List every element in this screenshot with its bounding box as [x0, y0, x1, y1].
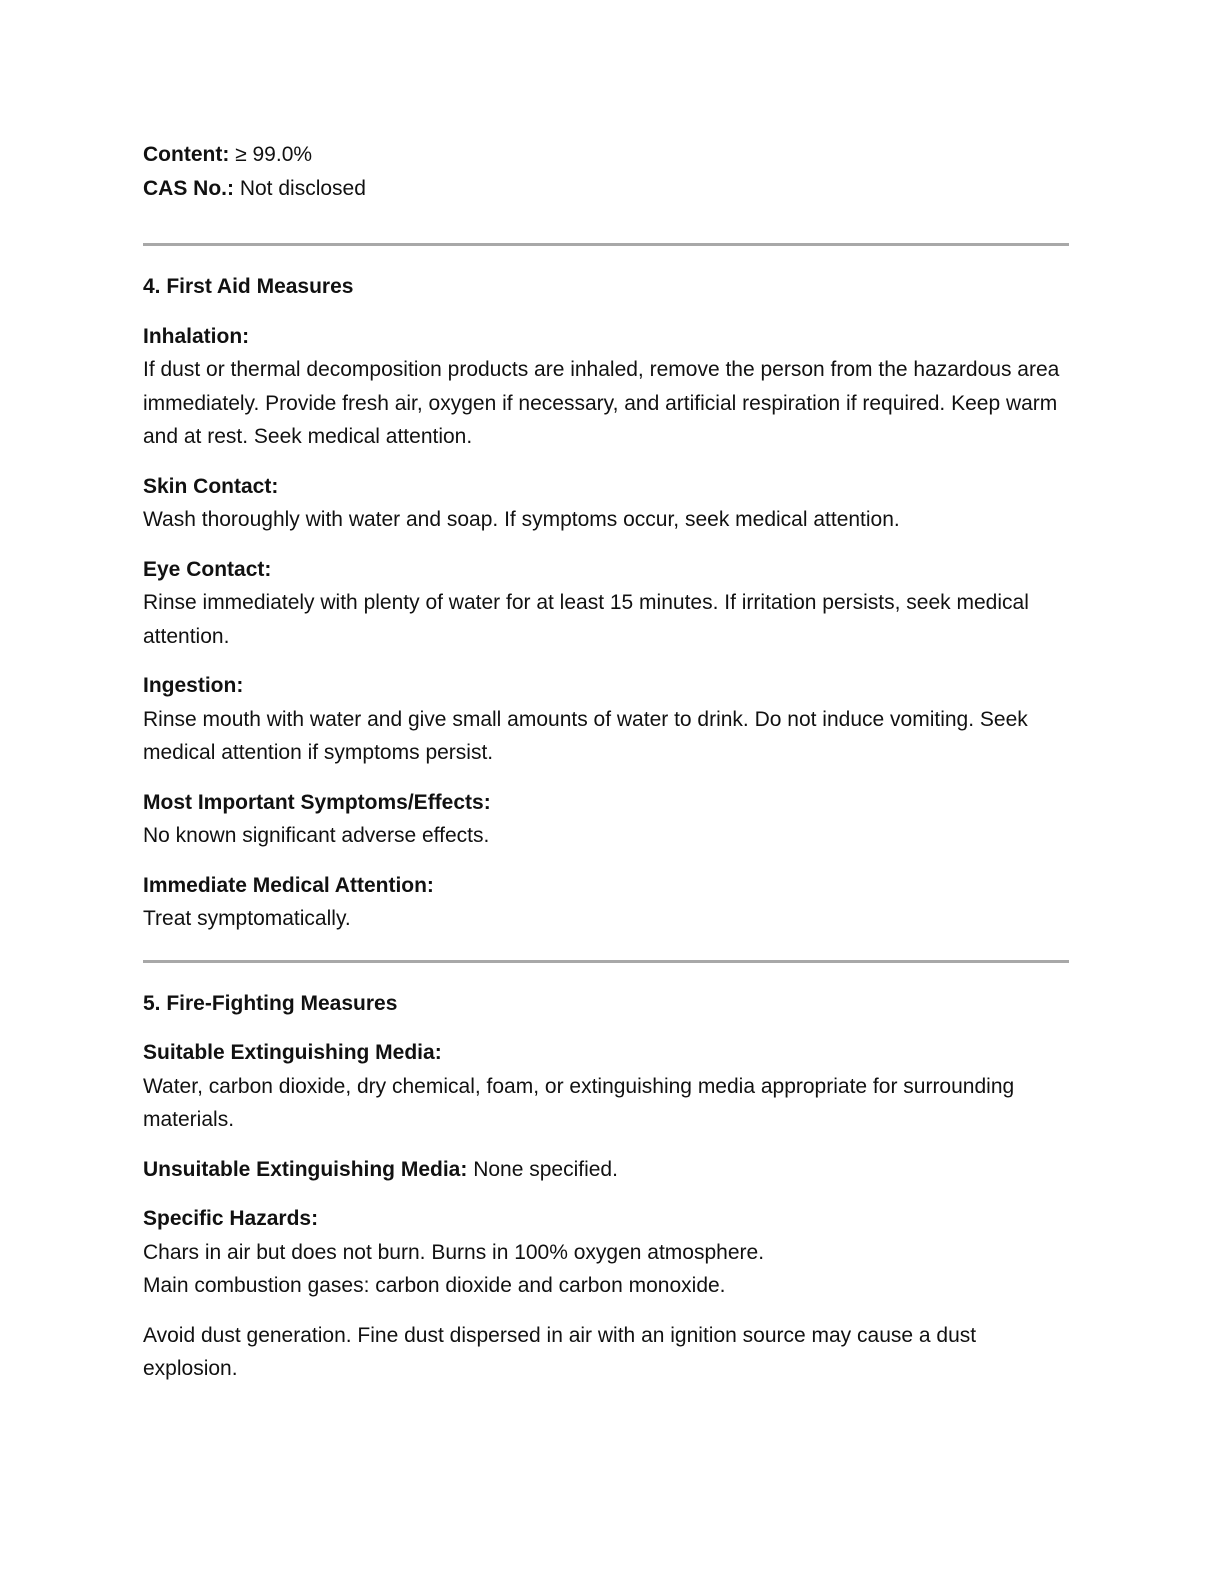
- unsuitable-media-text: None specified.: [467, 1157, 618, 1181]
- unsuitable-media-line: [143, 1153, 1069, 1187]
- dust-warning-text: Avoid dust generation. Fine dust dispersed in air with an ignition source may cause a dust explosion.: [143, 1323, 977, 1380]
- specific-hazards-block: [143, 1202, 1069, 1303]
- first-aid-heading: 4. First Aid Measures: [143, 275, 354, 298]
- composition-block: [143, 138, 1069, 205]
- suitable-media-text: Water, carbon dioxide, dry chemical, foam, or extinguishing media appropriate for surrounding materials.: [143, 1074, 1015, 1131]
- dust-warning-block: [143, 1319, 1069, 1386]
- inhalation-label: Inhalation:: [143, 324, 250, 348]
- eye-contact-label: Eye Contact:: [143, 557, 272, 581]
- unsuitable-media-label: Unsuitable Extinguishing Media:: [143, 1157, 468, 1181]
- cas-line: [143, 172, 1069, 206]
- skin-contact-block: [143, 470, 1069, 537]
- section-divider: [143, 960, 1069, 963]
- fire-fighting-heading: 5. Fire-Fighting Measures: [143, 991, 398, 1015]
- specific-hazards-line-2: Main combustion gases: carbon dioxide and carbon monoxide.: [143, 1274, 726, 1297]
- specific-hazards-line-1: Chars in air but does not burn. Burns in 100% oxygen atmosphere.: [143, 1240, 765, 1264]
- cas-label: CAS No.:: [143, 176, 234, 200]
- suitable-media-label: Suitable Extinguishing Media:: [143, 1041, 442, 1064]
- section-divider: [143, 243, 1069, 246]
- inhalation-text: If dust or thermal decomposition products are inhaled, remove the person from the hazardous area immediately. Provide fresh air, oxygen if necessary, and artificial respiration if required. Keep warm and at rest. Seek medical attention.: [143, 358, 1060, 448]
- fire-fighting-section: [143, 987, 1069, 1386]
- first-aid-section: [143, 270, 1069, 936]
- content-label: Content:: [143, 143, 230, 166]
- ingestion-block: [143, 669, 1069, 770]
- specific-hazards-label: Specific Hazards:: [143, 1207, 319, 1230]
- ingestion-label: Ingestion:: [143, 674, 244, 697]
- medical-attention-block: [143, 869, 1069, 936]
- eye-contact-block: [143, 553, 1069, 654]
- unsuitable-media-block: [143, 1153, 1069, 1187]
- cas-value: Not disclosed: [234, 176, 366, 200]
- ingestion-text: Rinse mouth with water and give small amounts of water to drink. Do not induce vomiting. Seek medical attention if symptoms persist.: [143, 707, 1028, 764]
- symptoms-label: Most Important Symptoms/Effects:: [143, 790, 491, 814]
- skin-contact-label: Skin Contact:: [143, 474, 279, 498]
- document-page: [143, 138, 1069, 1402]
- medical-attention-label: Immediate Medical Attention:: [143, 873, 434, 897]
- symptoms-text: No known significant adverse effects.: [143, 824, 490, 847]
- suitable-media-block: [143, 1036, 1069, 1137]
- inhalation-block: [143, 320, 1069, 454]
- content-value: ≥ 99.0%: [229, 143, 313, 166]
- symptoms-block: [143, 786, 1069, 853]
- eye-contact-text: Rinse immediately with plenty of water for at least 15 minutes. If irritation persists, seek medical attention.: [143, 591, 1029, 648]
- skin-contact-text: Wash thoroughly with water and soap. If symptoms occur, seek medical attention.: [143, 508, 900, 531]
- content-line: [143, 138, 1069, 172]
- medical-attention-text: Treat symptomatically.: [143, 907, 351, 930]
